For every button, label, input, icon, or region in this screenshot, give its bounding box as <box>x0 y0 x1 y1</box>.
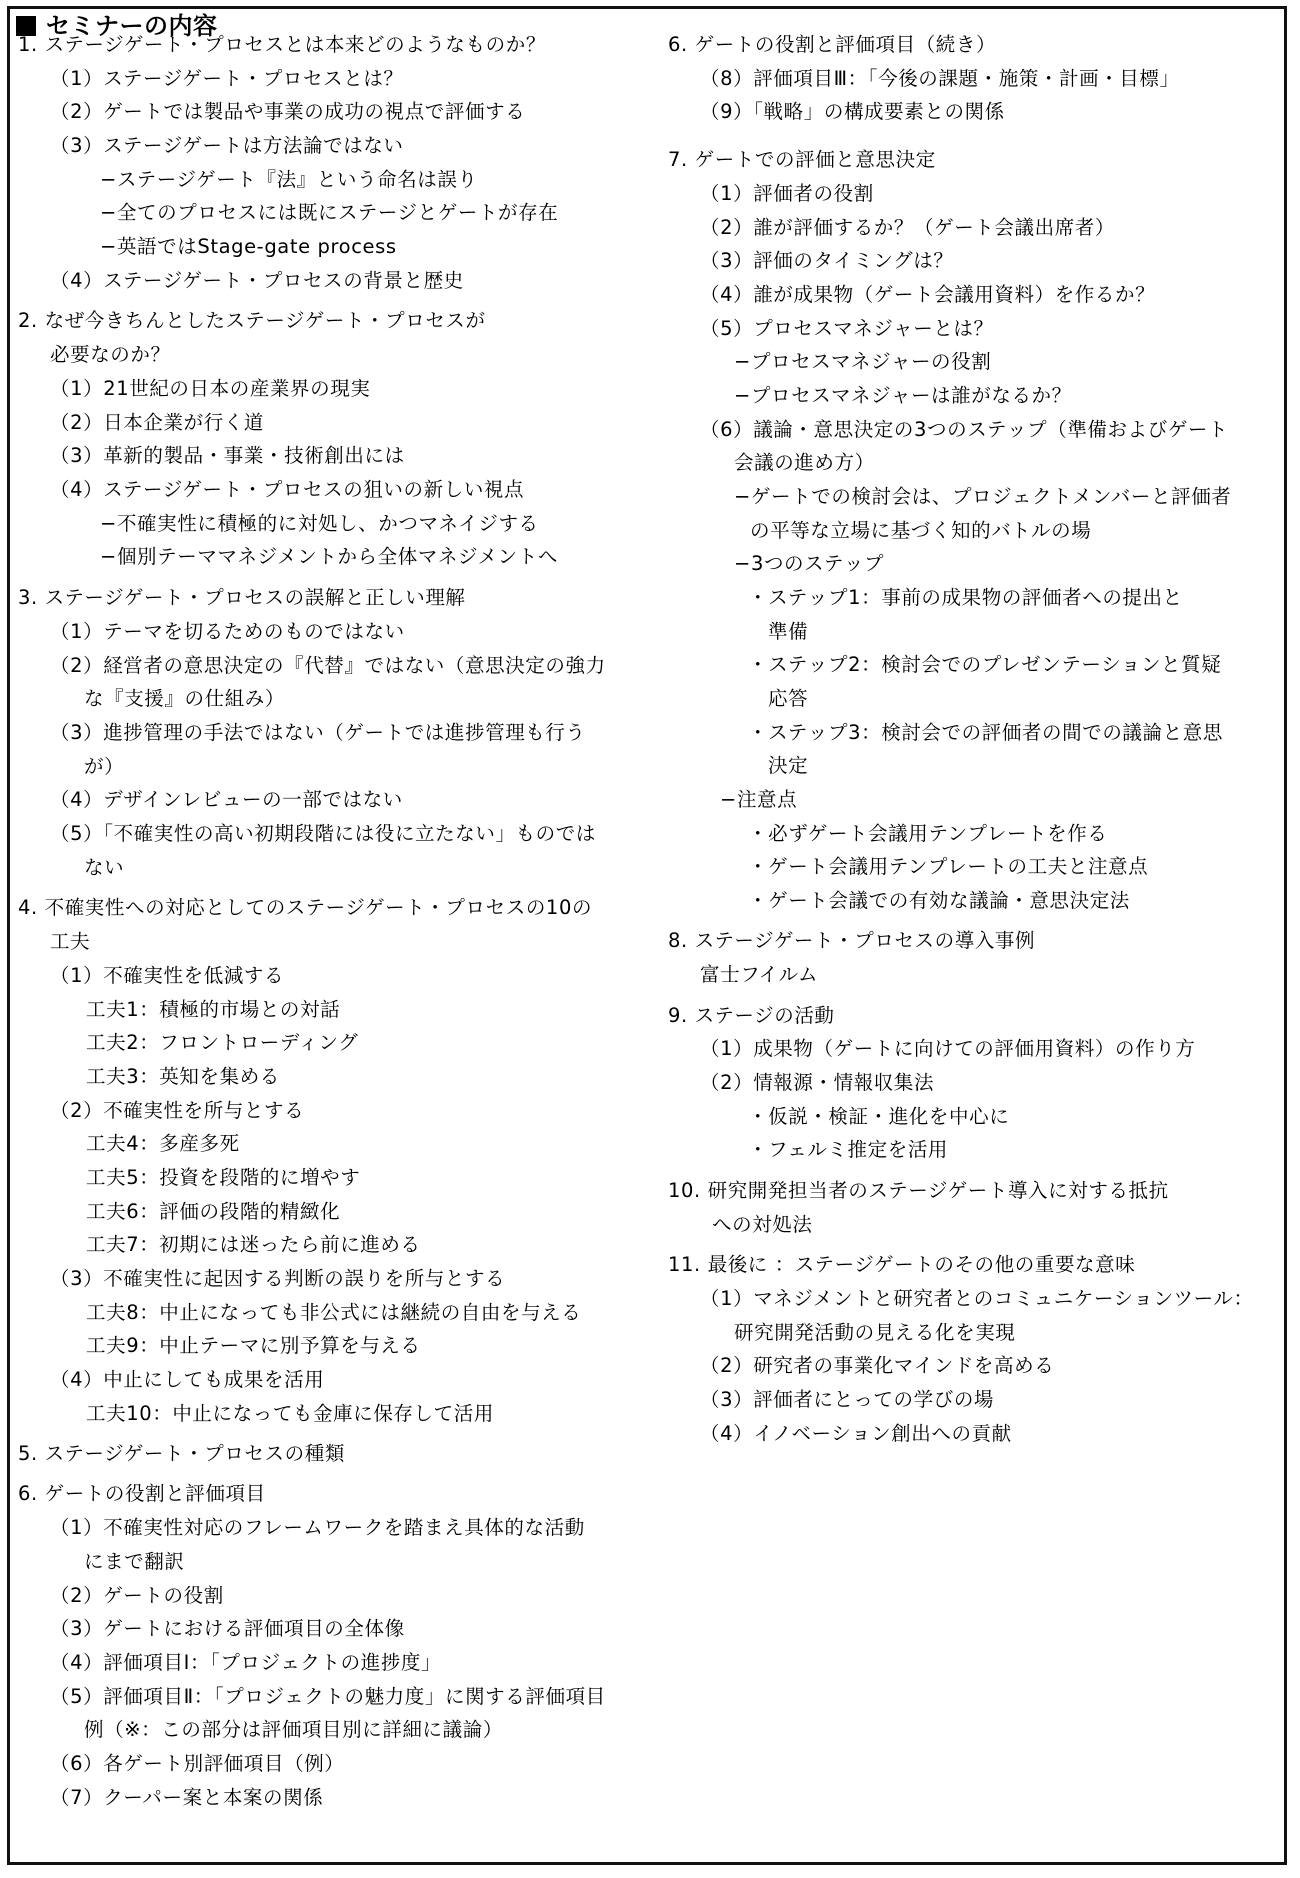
section-heading: 11. 最後に ：ステージゲートのその他の重要な意味 <box>668 1253 1136 1276</box>
section-heading: 5. ステージゲート・プロセスの種類 <box>18 1442 345 1465</box>
outline-item: （2）ゲートの役割 <box>50 1584 224 1607</box>
outline-item: （5）評価項目Ⅱ：「プロジェクトの魅力度」に関する評価項目 <box>50 1685 606 1708</box>
outline-subitem: −英語ではStage-gate process <box>100 235 397 258</box>
outline-bullet: ・ステップ3：検討会での評価者の間での議論と意思 <box>748 721 1223 744</box>
outline-item: （1）テーマを切るためのものではない <box>50 620 405 643</box>
outline-item: （5）「不確実性の高い初期段階には役に立たない」ものでは <box>50 822 596 845</box>
section-heading: 7. ゲートでの評価と意思決定 <box>668 148 936 171</box>
outline-continuation: 富士フイルム <box>700 963 819 986</box>
outline-continuation: が） <box>84 755 125 778</box>
outline-item: （7）クーパー案と本案の関係 <box>50 1786 324 1809</box>
section-heading: 3. ステージゲート・プロセスの誤解と正しい理解 <box>18 586 466 609</box>
outline-subitem: −ゲートでの検討会は、プロジェクトメンバーと評価者 <box>734 485 1232 508</box>
outline-subitem: 工夫5：投資を段階的に増やす <box>86 1166 361 1189</box>
outline-item: （4）イノベーション創出への貢献 <box>700 1422 1012 1445</box>
outline-item: （4）ステージゲート・プロセスの背景と歴史 <box>50 269 464 292</box>
outline-continuation: な『支援』の仕組み） <box>84 687 286 710</box>
section-heading: 10. 研究開発担当者のステージゲート導入に対する抵抗 <box>668 1179 1169 1202</box>
outline-item: （2）研究者の事業化マインドを高める <box>700 1354 1055 1377</box>
outline-item: （1）不確実性を低減する <box>50 964 285 987</box>
outline-item: （8）評価項目Ⅲ：「今後の課題・施策・計画・目標」 <box>700 67 1180 90</box>
outline-subitem: −ステージゲート『法』という命名は誤り <box>100 168 478 191</box>
outline-continuation: にまで翻訳 <box>84 1550 185 1573</box>
outline-continuation: 会議の進め方） <box>734 451 875 474</box>
outline-continuation: 必要なのか？ <box>50 343 171 366</box>
outline-subitem: −プロセスマネジャーは誰がなるか？ <box>734 384 1072 407</box>
outline-subitem: −全てのプロセスには既にステージとゲートが存在 <box>100 201 559 224</box>
outline-continuation: 工夫 <box>50 930 91 953</box>
outline-bullet: ・フェルミ推定を活用 <box>748 1138 949 1161</box>
outline-item: （2）不確実性を所与とする <box>50 1099 305 1122</box>
outline-subitem: 工夫4：多産多死 <box>86 1132 240 1155</box>
outline-bullet: ・必ずゲート会議用テンプレートを作る <box>748 822 1108 845</box>
outline-continuation: 決定 <box>768 754 809 777</box>
outline-item: （4）誰が成果物（ゲート会議用資料）を作るか？ <box>700 283 1156 306</box>
outline-continuation: への対処法 <box>712 1213 813 1236</box>
outline-subitem: 工夫8：中止になっても非公式には継続の自由を与える <box>86 1301 582 1324</box>
page-title-text: セミナーの内容 <box>46 12 218 40</box>
outline-item: （1）評価者の役割 <box>700 182 874 205</box>
outline-bullet: ・ステップ2：検討会でのプレゼンテーションと質疑 <box>748 653 1222 676</box>
outline-item: （1）マネジメントと研究者とのコミュニケーションツール： <box>700 1287 1254 1310</box>
outline-subitem: 工夫3：英知を集める <box>86 1065 280 1088</box>
outline-item: （3）評価のタイミングは？ <box>700 249 954 272</box>
section-heading: 4. 不確実性への対応としてのステージゲート・プロセスの10の <box>18 896 593 919</box>
outline-item: （6）議論・意思決定の3つのステップ（準備およびゲート <box>700 418 1229 441</box>
outline-item: （1）ステージゲート・プロセスとは？ <box>50 67 404 90</box>
outline-subitem: −プロセスマネジャーの役割 <box>734 350 992 373</box>
section-heading: 6. ゲートの役割と評価項目（続き） <box>668 33 997 56</box>
section-heading: 6. ゲートの役割と評価項目 <box>18 1482 266 1505</box>
outline-item: （2）誰が評価するか？（ゲート会議出席者） <box>700 216 1116 239</box>
outline-item: （4）評価項目Ⅰ：「プロジェクトの進捗度」 <box>50 1651 442 1674</box>
outline-item: （9）「戦略」の構成要素との関係 <box>700 100 1005 123</box>
section-heading: 2. なぜ今きちんとしたステージゲート・プロセスが <box>18 309 486 332</box>
outline-item: （3）革新的製品・事業・技術創出には <box>50 444 405 467</box>
outline-subitem: −個別テーママネジメントから全体マネジメントへ <box>100 545 558 568</box>
outline-subitem: 工夫6：評価の段階的精緻化 <box>86 1200 341 1223</box>
outline-subitem: 工夫2：フロントローディング <box>86 1031 359 1054</box>
outline-bullet: ・ゲート会議用テンプレートの工夫と注意点 <box>748 855 1149 878</box>
outline-subitem: 工夫1：積極的市場との対話 <box>86 998 341 1021</box>
outline-item: （2）情報源・情報収集法 <box>700 1071 935 1094</box>
outline-continuation: の平等な立場に基づく知的バトルの場 <box>750 519 1092 542</box>
outline-item: （5）プロセスマネジャーとは？ <box>700 317 994 340</box>
outline-item: （3）進捗管理の手法ではない（ゲートでは進捗管理も行う <box>50 721 586 744</box>
outline-item: （2）日本企業が行く道 <box>50 411 265 434</box>
outline-subitem: −3つのステップ <box>734 552 885 575</box>
outline-continuation: 準備 <box>768 620 809 643</box>
outline-bullet: ・仮説・検証・進化を中心に <box>748 1105 1010 1128</box>
outline-bullet: ・ステップ1：事前の成果物の評価者への提出と <box>748 586 1183 609</box>
outline-item: （3）評価者にとっての学びの場 <box>700 1388 995 1411</box>
outline-item: （3）ステージゲートは方法論ではない <box>50 134 404 157</box>
outline-item: （4）中止にしても成果を活用 <box>50 1368 325 1391</box>
outline-subitem: 工夫10：中止になっても金庫に保存して活用 <box>86 1402 494 1425</box>
outline-item: （2）経営者の意思決定の『代替』ではない（意思決定の強力 <box>50 654 606 677</box>
outline-item: （1）成果物（ゲートに向けての評価用資料）の作り方 <box>700 1037 1196 1060</box>
outline-bullet: ・ゲート会議での有効な議論・意思決定法 <box>748 889 1130 912</box>
section-heading: 9. ステージの活動 <box>668 1004 835 1027</box>
outline-item: （1）不確実性対応のフレームワークを踏まえ具体的な活動 <box>50 1516 585 1539</box>
outline-subitem: −不確実性に積極的に対処し、かつマネイジする <box>100 512 539 535</box>
outline-continuation: 応答 <box>768 687 809 710</box>
outline-item: （4）ステージゲート・プロセスの狙いの新しい視点 <box>50 478 525 501</box>
outline-item: （4）デザインレビューの一部ではない <box>50 788 403 811</box>
outline-subitem: 工夫9：中止テーマに別予算を与える <box>86 1334 421 1357</box>
outline-subitem: −注意点 <box>720 788 798 811</box>
outline-item: （3）ゲートにおける評価項目の全体像 <box>50 1617 405 1640</box>
outline-item: （1）21世紀の日本の産業界の現実 <box>50 377 371 400</box>
section-heading: 8. ステージゲート・プロセスの導入事例 <box>668 929 1036 952</box>
outline-subitem: 工夫7：初期には迷ったら前に進める <box>86 1233 421 1256</box>
outline-continuation: ない <box>84 856 125 879</box>
outline-item: （6）各ゲート別評価項目（例） <box>50 1752 345 1775</box>
outline-item: （3）不確実性に起因する判断の誤りを所与とする <box>50 1267 506 1290</box>
outline-continuation: 研究開発活動の見える化を実現 <box>734 1321 1016 1344</box>
section-heading: 1. ステージゲート・プロセスとは本来どのようなものか？ <box>18 33 546 56</box>
outline-item: （2）ゲートでは製品や事業の成功の視点で評価する <box>50 100 526 123</box>
outline-continuation: 例（※：この部分は評価項目別に詳細に議論） <box>84 1718 503 1741</box>
